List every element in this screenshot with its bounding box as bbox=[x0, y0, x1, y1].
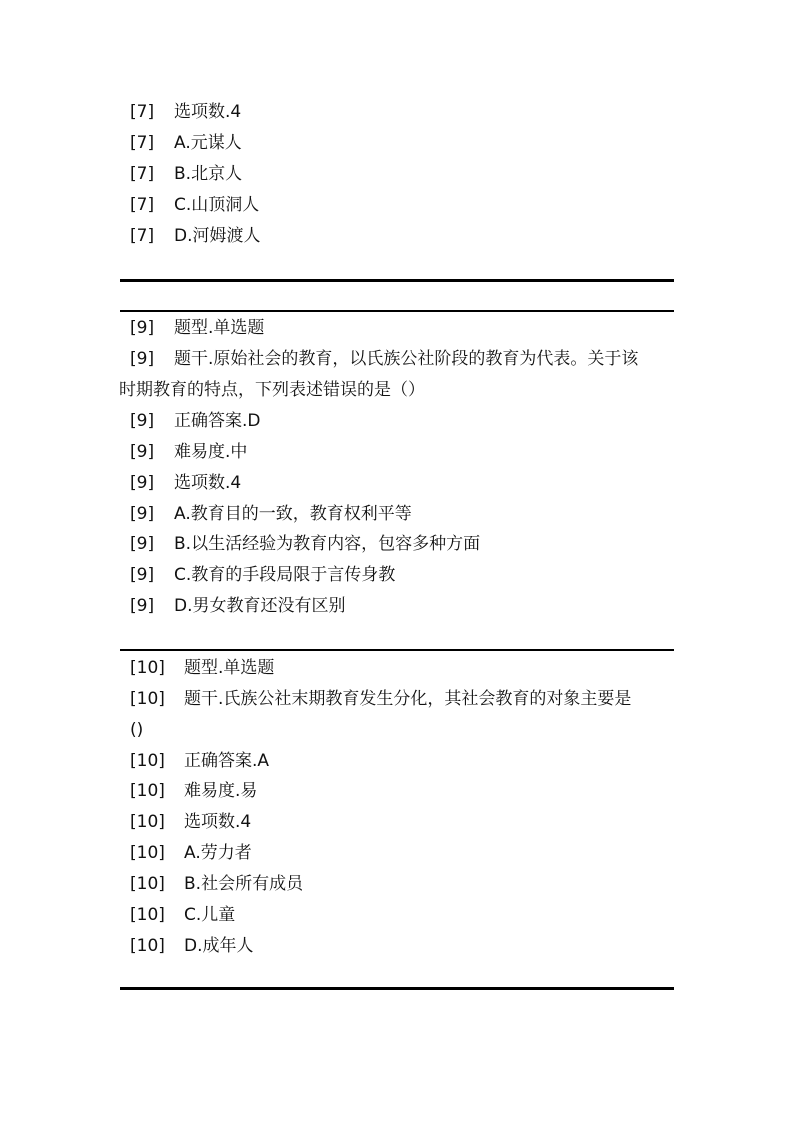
q10-tag: [10] bbox=[130, 812, 165, 832]
q10-tag: [10] bbox=[130, 751, 165, 771]
q9-option-a-line bbox=[130, 499, 412, 530]
q7-options-count: 选项数.4 bbox=[174, 102, 242, 122]
q7-option-d-line bbox=[130, 221, 261, 252]
q9-stem-line1 bbox=[130, 344, 638, 375]
q7-option-c: C.山顶洞人 bbox=[174, 195, 260, 215]
q9-tag: [9] bbox=[130, 442, 155, 462]
q9-type: 题型.单选题 bbox=[174, 318, 265, 338]
q10-difficulty-line bbox=[130, 776, 257, 807]
q10-stem-line2 bbox=[130, 715, 143, 746]
q10-tag: [10] bbox=[130, 689, 165, 709]
q7-tag: [7] bbox=[130, 164, 155, 184]
q7-option-b-line bbox=[130, 159, 242, 190]
q10-options-count-line bbox=[130, 807, 251, 838]
q7-option-b: B.北京人 bbox=[174, 164, 243, 184]
q10-tag: [10] bbox=[130, 781, 165, 801]
q9-tag: [9] bbox=[130, 504, 155, 524]
q10-stem-part2: () bbox=[130, 720, 144, 740]
q10-tag: [10] bbox=[130, 658, 165, 678]
section-divider bbox=[120, 310, 674, 312]
q9-option-b-line bbox=[130, 529, 480, 560]
q9-stem-part2: 时期教育的特点，下列表述错误的是（） bbox=[119, 380, 425, 400]
q9-options-count-line bbox=[130, 468, 241, 499]
q7-options-count-line bbox=[130, 97, 241, 128]
section-divider bbox=[120, 987, 674, 990]
q10-option-d: D.成年人 bbox=[184, 936, 254, 956]
q10-type-line bbox=[130, 653, 274, 684]
q10-option-c: C.儿童 bbox=[184, 905, 236, 925]
q9-stem-line2 bbox=[119, 375, 425, 406]
q9-answer-line bbox=[130, 406, 261, 437]
q10-stem-line1 bbox=[130, 684, 631, 715]
q7-option-d: D.河姆渡人 bbox=[174, 226, 261, 246]
q9-option-a: A.教育目的一致，教育权利平等 bbox=[174, 504, 412, 524]
q9-type-line bbox=[130, 313, 264, 344]
q9-difficulty: 难易度.中 bbox=[174, 442, 248, 462]
q7-tag: [7] bbox=[130, 226, 155, 246]
q9-tag: [9] bbox=[130, 318, 155, 338]
q10-option-d-line bbox=[130, 931, 254, 962]
q7-option-a-line bbox=[130, 128, 242, 159]
q9-tag: [9] bbox=[130, 565, 155, 585]
q9-stem-part1: 题干.原始社会的教育，以氏族公社阶段的教育为代表。关于该 bbox=[174, 349, 639, 369]
q9-tag: [9] bbox=[130, 349, 155, 369]
q9-answer: 正确答案.D bbox=[174, 411, 261, 431]
q10-option-b: B.社会所有成员 bbox=[184, 874, 304, 894]
q10-option-c-line bbox=[130, 900, 235, 931]
q10-stem-part1: 题干.氏族公社末期教育发生分化，其社会教育的对象主要是 bbox=[184, 689, 632, 709]
q9-option-d-line bbox=[130, 591, 346, 622]
q10-option-a: A.劳力者 bbox=[184, 843, 252, 863]
q10-tag: [10] bbox=[130, 905, 165, 925]
q7-option-a: A.元谋人 bbox=[174, 133, 242, 153]
q10-answer: 正确答案.A bbox=[184, 751, 270, 771]
q9-tag: [9] bbox=[130, 534, 155, 554]
q10-type: 题型.单选题 bbox=[184, 658, 275, 678]
q9-option-d: D.男女教育还没有区别 bbox=[174, 596, 346, 616]
q10-difficulty: 难易度.易 bbox=[184, 781, 258, 801]
section-divider bbox=[120, 649, 674, 651]
q7-tag: [7] bbox=[130, 133, 155, 153]
q9-option-c: C.教育的手段局限于言传身教 bbox=[174, 565, 396, 585]
q7-option-c-line bbox=[130, 190, 259, 221]
q9-tag: [9] bbox=[130, 473, 155, 493]
q10-option-b-line bbox=[130, 869, 303, 900]
q9-option-b: B.以生活经验为教育内容，包容多种方面 bbox=[174, 534, 481, 554]
q9-tag: [9] bbox=[130, 596, 155, 616]
q10-tag: [10] bbox=[130, 843, 165, 863]
q9-tag: [9] bbox=[130, 411, 155, 431]
q7-tag: [7] bbox=[130, 195, 155, 215]
q7-tag: [7] bbox=[130, 102, 155, 122]
q9-option-c-line bbox=[130, 560, 395, 591]
q10-answer-line bbox=[130, 746, 269, 777]
q9-difficulty-line bbox=[130, 437, 247, 468]
section-divider bbox=[120, 279, 674, 282]
q9-options-count: 选项数.4 bbox=[174, 473, 242, 493]
q10-option-a-line bbox=[130, 838, 252, 869]
q10-tag: [10] bbox=[130, 874, 165, 894]
q10-tag: [10] bbox=[130, 936, 165, 956]
q10-options-count: 选项数.4 bbox=[184, 812, 252, 832]
